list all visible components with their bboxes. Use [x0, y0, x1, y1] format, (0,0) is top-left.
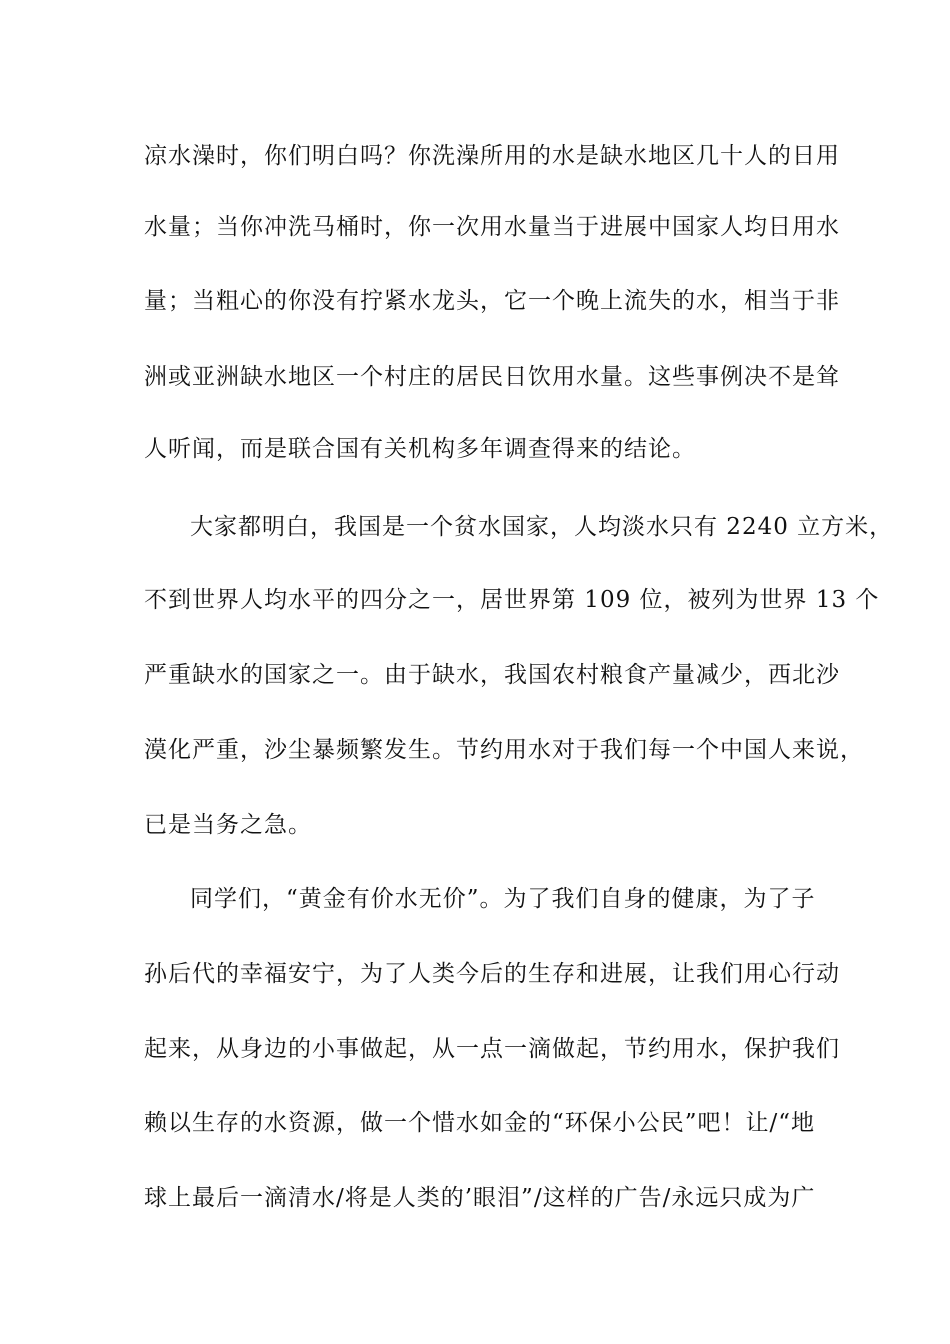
text-line: 不到世界人均水平的四分之一，居世界第 109 位，被列为世界 13 个	[144, 587, 880, 613]
text-line: 球上最后一滴清水/将是人类的’眼泪”/这样的广告/永远只成为广	[144, 1185, 816, 1211]
text-line: 严重缺水的国家之一。由于缺水，我国农村粮食产量减少，西北沙	[144, 662, 840, 688]
text-line: 漠化严重，沙尘暴频繁发生。节约用水对于我们每一个中国人来说，	[144, 737, 864, 763]
text-line: 凉水澡时，你们明白吗？你洗澡所用的水是缺水地区几十人的日用	[144, 143, 840, 169]
text-line: 孙后代的幸福安宁，为了人类今后的生存和进展，让我们用心行动	[144, 961, 840, 987]
text-line: 起来，从身边的小事做起，从一点一滴做起，节约用水，保护我们	[144, 1036, 840, 1062]
text-line-indented: 同学们，“黄金有价水无价”。为了我们自身的健康，为了子	[190, 886, 816, 912]
text-line: 人听闻，而是联合国有关机构多年调查得来的结论。	[144, 436, 696, 462]
text-line-indented: 大家都明白，我国是一个贫水国家，人均淡水只有 2240 立方米，	[190, 514, 894, 540]
text-line: 量；当粗心的你没有拧紧水龙头，它一个晚上流失的水，相当于非	[144, 288, 840, 314]
text-line: 已是当务之急。	[144, 812, 312, 838]
text-line: 水量；当你冲洗马桶时，你一次用水量当于进展中国家人均日用水	[144, 214, 840, 240]
text-line: 赖以生存的水资源，做一个惜水如金的“环保小公民”吧！让/“地	[144, 1110, 816, 1136]
text-line: 洲或亚洲缺水地区一个村庄的居民日饮用水量。这些事例决不是耸	[144, 364, 840, 390]
